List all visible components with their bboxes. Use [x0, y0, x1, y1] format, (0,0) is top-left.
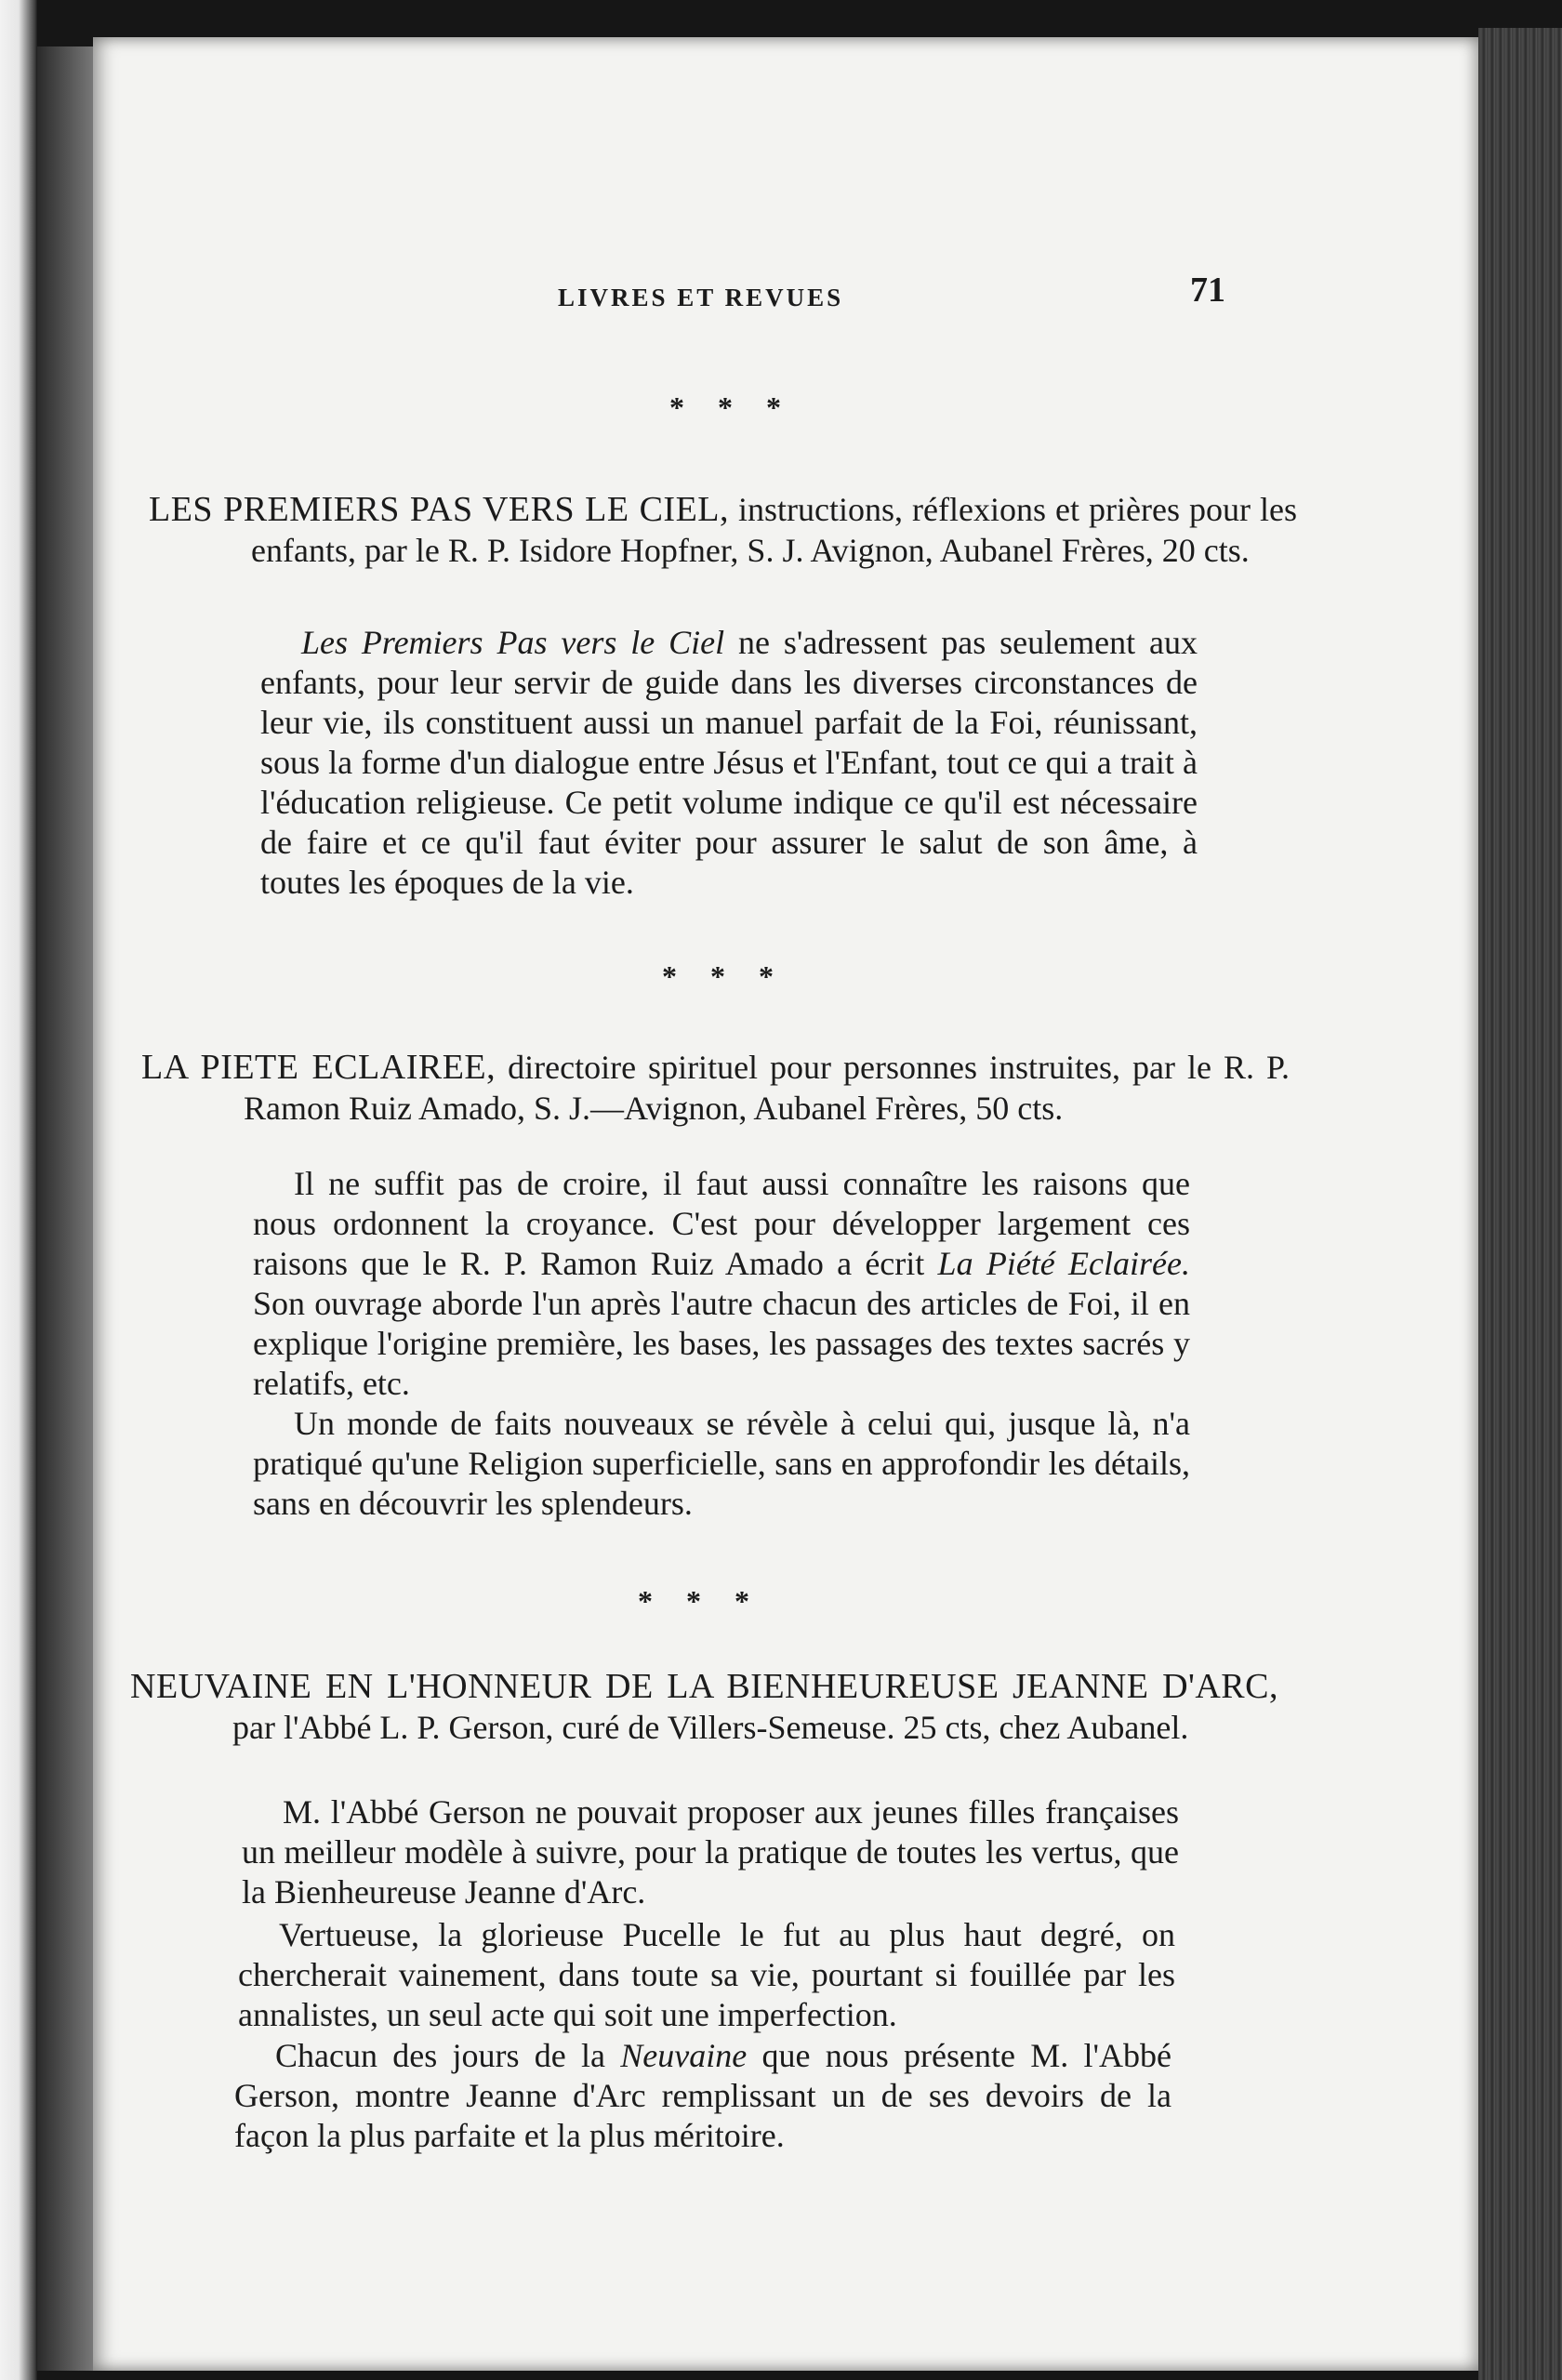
entry-1-title: LES PREMIERS PAS VERS LE CIEL, — [149, 490, 730, 529]
entry-3-citation: par l'Abbé L. P. Gerson, curé de Villers-Semeuse. 25 cts, chez Aubanel. — [232, 1709, 1189, 1746]
entry-3-paragraph-3 — [234, 2036, 1172, 2156]
book-gutter — [37, 46, 95, 2371]
entry-3-paragraph-1: M. l'Abbé Gerson ne pouvait proposer aux jeunes filles françaises un meilleur modèle à suivre, pour la pratique de toutes les vertus, que la Bienheureuse Jeanne d'Arc. — [242, 1793, 1179, 1911]
entry-2-paragraph-1-text-before: Il ne suffit pas de croire, il faut aussi connaître les raisons que nous ordonnent la croyance. C'est pour développer largement ces raisons que le R. P. Ramon Ruiz Amado a écrit — [253, 1165, 1190, 1282]
entry-1-citation: instructions, réflexions et prières pour les enfants, par le R. P. Isidore Hopfner, S. J. Avignon, Aubanel Frères, 20 cts. — [251, 491, 1297, 569]
entry-3-italic-title: Neuvaine — [620, 2037, 748, 2074]
entry-3-paragraph-3-text-after: que nous présente M. l'Abbé Gerson, montre Jeanne d'Arc remplissant un de ses devoirs de la façon la plus parfaite et la plus méritoire. — [234, 2037, 1172, 2154]
entry-2-paragraph-1-text-after: Son ouvrage aborde l'un après l'autre chacun des articles de Foi, il en explique l'origine première, les bases, les passages des textes sacrés y relatifs, etc. — [253, 1285, 1190, 1402]
entry-1-paragraph-1-text: ne s'adressent pas seulement aux enfants, pour leur servir de guide dans les diverses circonstances de leur vie, ils constituent aussi un manuel parfait de la Foi, réunissant, sous la forme d'un dialogue entre Jésus et l'Enfant, tout ce qui a trait à l'éducation religieuse. Ce petit volume indique ce qu'il est nécessaire de faire et ce qu'il faut éviter pour assurer le salut de son âme, à toutes les époques de la vie. — [260, 624, 1198, 901]
section-separator: * * * — [662, 959, 787, 993]
section-separator: * * * — [638, 1584, 762, 1618]
entry-3-title: NEUVAINE EN L'HONNEUR DE LA BIENHEUREUSE JEANNE D'ARC, — [130, 1667, 1278, 1706]
entry-2-italic-title: La Piété Eclairée. — [937, 1245, 1190, 1282]
facing-page-edge — [0, 0, 37, 2380]
entry-1-paragraph-1 — [260, 623, 1198, 903]
entry-3-paragraph-2: Vertueuse, la glorieuse Pucelle le fut au plus haut degré, on chercherait vainement, dans toute sa vie, pourtant si fouillée par les annalistes, un seul acte qui soit une imperfection. — [238, 1916, 1175, 2033]
entry-3-heading — [130, 1666, 1278, 1748]
entry-1-heading — [149, 489, 1297, 571]
entry-3-paragraph-3-text-before: Chacun des jours de la — [275, 2037, 621, 2074]
entry-2-title: LA PIETE ECLAIREE, — [141, 1048, 496, 1087]
entry-2-heading — [141, 1047, 1290, 1129]
entry-2-citation: directoire spirituel pour personnes instruites, par le R. P. Ramon Ruiz Amado, S. J.—Avignon, Aubanel Frères, 50 cts. — [244, 1049, 1291, 1127]
section-separator: * * * — [669, 390, 794, 424]
page-sheet — [93, 37, 1478, 2371]
entry-1-italic-title: Les Premiers Pas vers le Ciel — [301, 624, 725, 661]
book-page-edges — [1478, 28, 1562, 2380]
page-content — [93, 37, 1478, 2371]
entry-2-paragraph-2: Un monde de faits nouveaux se révèle à celui qui, jusque là, n'a pratiqué qu'une Religion superficielle, sans en approfondir les détails, sans en découvrir les splendeurs. — [253, 1405, 1190, 1522]
page-number: 71 — [1190, 271, 1225, 310]
entry-2-paragraph-1 — [253, 1164, 1190, 1404]
running-head: LIVRES ET REVUES — [558, 284, 844, 311]
